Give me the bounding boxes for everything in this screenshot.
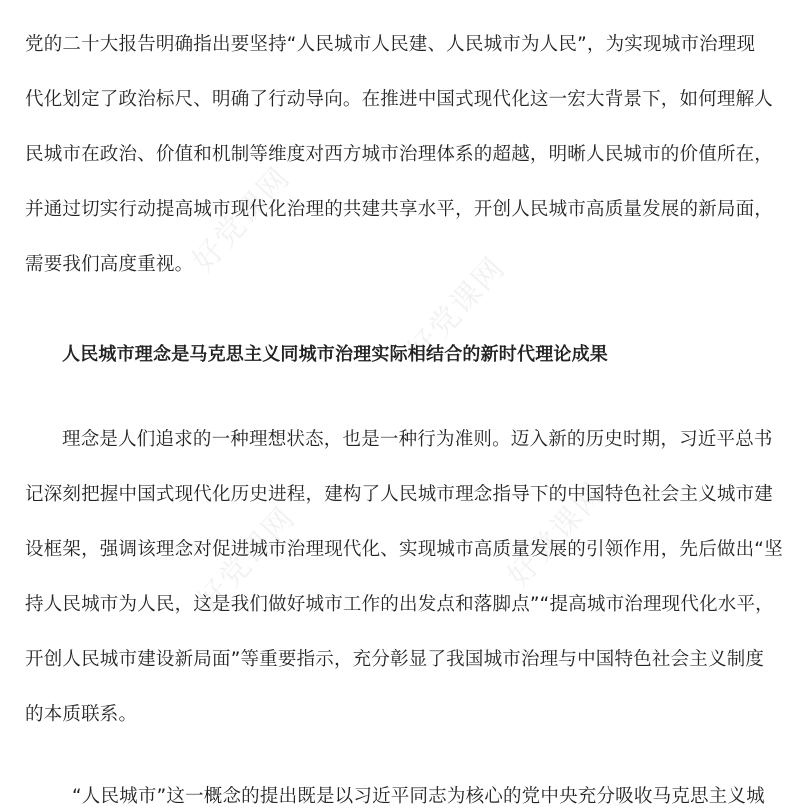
watermark: 好党课网	[190, 500, 303, 619]
text-line: 理念是人们追求的一种理想状态，也是一种行为准则。迈入新的历史时期，习近平总书	[62, 429, 773, 450]
text-line: 需要我们高度重视。	[25, 254, 194, 275]
text-line: 并通过切实行动提高城市现代化治理的共建共享水平，开创人民城市高质量发展的新局面，	[25, 199, 774, 220]
text-line: 记深刻把握中国式现代化历史进程，建构了人民城市理念指导下的中国特色社会主义城市建	[25, 484, 774, 505]
text-line: 党的二十大报告明确指出要坚持“人民城市人民建、人民城市为人民”，为实现城市治理现	[25, 34, 756, 55]
text-line: 开创人民城市建设新局面”等重要指示，充分彰显了我国城市治理与中国特色社会主义制度	[25, 649, 765, 670]
text-line: 的本质联系。	[25, 704, 138, 725]
watermark: 好党课网	[400, 250, 513, 369]
watermark: 好党课网	[185, 160, 298, 279]
watermark: 好党课网	[500, 475, 613, 594]
text-line: 持人民城市为人民，这是我们做好城市工作的出发点和落脚点”“提高城市治理现代化水平，	[25, 594, 774, 615]
text-line: 代化划定了政治标尺、明确了行动导向。在推进中国式现代化这一宏大背景下，如何理解人	[25, 89, 774, 110]
text-line: 民城市在政治、价值和机制等维度对西方城市治理体系的超越，明晰人民城市的价值所在，	[25, 144, 774, 165]
text-line: “人民城市”这一概念的提出既是以习近平同志为核心的党中央充分吸收马克思主义城	[72, 786, 765, 807]
text-line: 设框架，强调该理念对促进城市治理现代化、实现城市高质量发展的引领作用，先后做出“坚	[25, 539, 783, 560]
section-heading: 人民城市理念是马克思主义同城市治理实际相结合的新时代理论成果	[62, 344, 608, 365]
